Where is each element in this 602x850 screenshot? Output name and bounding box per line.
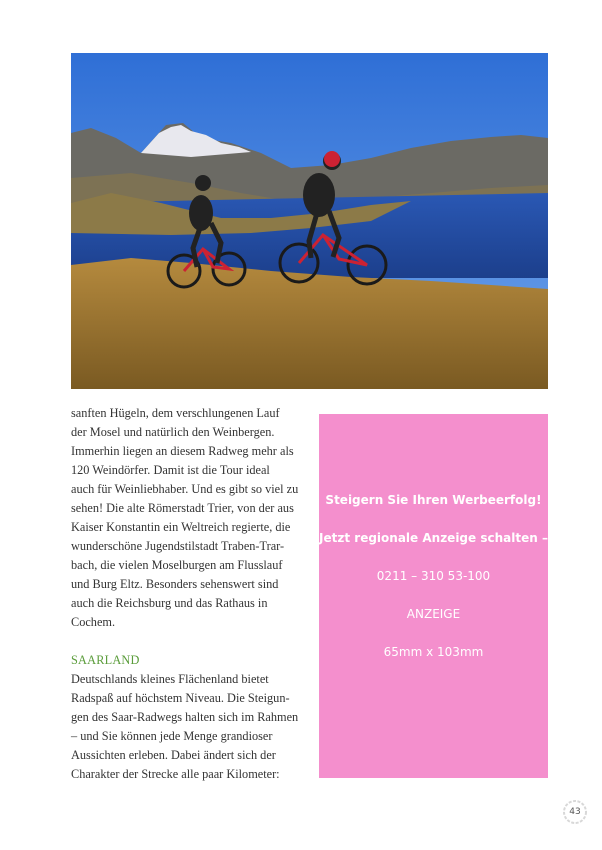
body-paragraph-2 [71,670,309,784]
text-line: sehen! Die alte Römerstadt Trier, von der aus [71,501,294,515]
text-line: Aussichten erleben. Dabei ändert sich der [71,748,276,762]
cyclists-lake-photo [71,53,548,389]
text-line: Deutschlands kleines Flächenland bietet [71,672,269,686]
text-line: Radspaß auf höchstem Niveau. Die Steigun- [71,691,290,705]
ad-dimensions: 65mm x 103mm [383,645,484,659]
advertisement-placeholder[interactable] [319,414,548,778]
text-line: auch für Weinliebhaber. Und es gibt so viel zu [71,482,299,496]
body-paragraph-1 [71,404,309,632]
text-line: 120 Weindörfer. Damit ist die Tour ideal [71,463,270,477]
text-line: – und Sie können jede Menge grandioser [71,729,273,743]
text-line: wunderschöne Jugendstilstadt Traben-Trar- [71,539,285,553]
text-line: auch die Reichsburg und das Rathaus in [71,596,268,610]
text-line: Cochem. [71,615,116,629]
ad-label: ANZEIGE [406,607,461,621]
ad-headline: Steigern Sie Ihren Werbeerfolg! [325,493,542,507]
page-number: 43 [569,807,581,817]
text-line: und Burg Eltz. Besonders sehenswert sind [71,577,279,591]
text-line: gen des Saar-Radwegs halten sich im Rahmen [71,710,299,724]
text-line: Charakter der Strecke alle paar Kilometer: [71,767,280,781]
ad-phone-number: 0211 – 310 53-100 [376,569,491,583]
section-heading-saarland: SAARLAND [71,653,140,667]
ad-call-to-action: Jetzt regionale Anzeige schalten – [319,531,548,545]
body-text-column [71,404,309,784]
text-line: sanften Hügeln, dem verschlungenen Lauf [71,406,280,420]
page-number-badge [562,799,588,825]
text-line: der Mosel und natürlich den Weinbergen. [71,425,275,439]
text-line: bach, die vielen Moselburgen am Flusslauf [71,558,283,572]
text-line: Immerhin liegen an diesem Radweg mehr als [71,444,294,458]
text-line: Kaiser Konstantin ein Weltreich regierte, die [71,520,291,534]
